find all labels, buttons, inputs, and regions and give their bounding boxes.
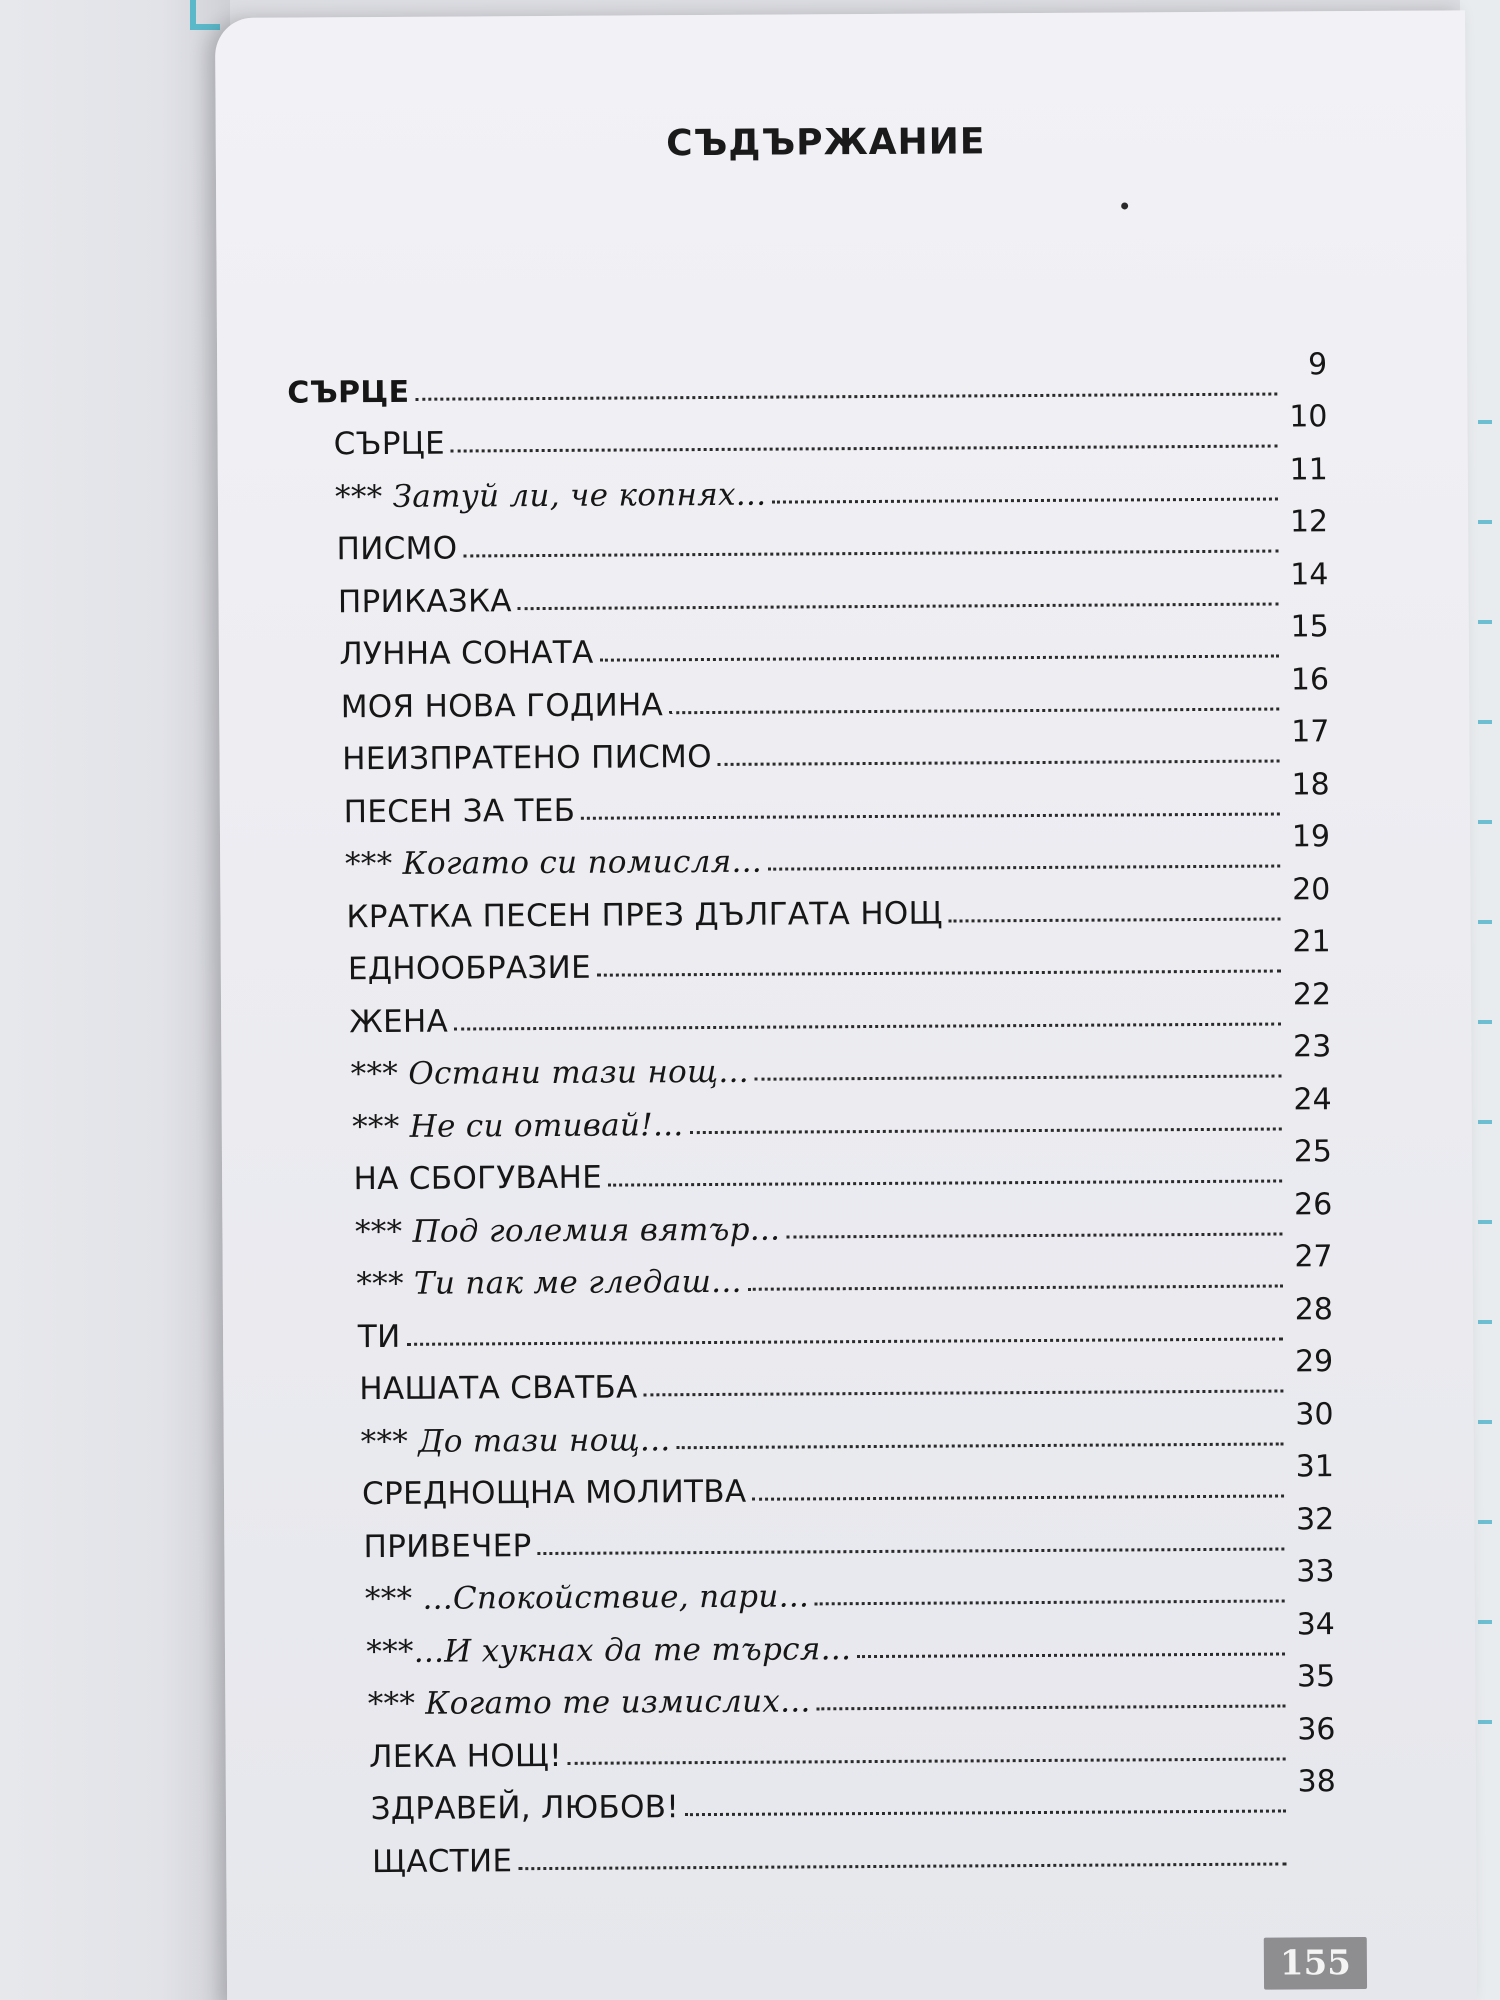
notebook-line bbox=[1478, 420, 1492, 424]
toc-entry bbox=[290, 871, 1331, 935]
toc-entry bbox=[288, 504, 1329, 568]
book-page bbox=[215, 10, 1477, 2000]
toc-entry bbox=[294, 1501, 1335, 1565]
toc-entry bbox=[293, 1291, 1334, 1355]
toc-entry-title: ЩАСТИЕ bbox=[371, 1842, 513, 1880]
toc-entry bbox=[291, 1029, 1332, 1093]
toc-entry-title: *** Затуй ли, че копнях... bbox=[335, 476, 767, 515]
toc-entry-page: 22 bbox=[1292, 976, 1332, 1012]
toc-entry bbox=[292, 1081, 1332, 1145]
toc-entry-page: 34 bbox=[1296, 1606, 1335, 1642]
dot-leader bbox=[538, 1547, 1285, 1555]
toc-entry-title: КРАТКА ПЕСЕН ПРЕЗ ДЪЛГАТА НОЩ bbox=[346, 895, 943, 935]
notebook-line bbox=[1478, 1720, 1492, 1724]
notebook-line bbox=[1478, 1020, 1492, 1024]
toc-entry-page: 26 bbox=[1293, 1186, 1333, 1222]
toc-entry-title: *** Когато си помисля... bbox=[344, 843, 763, 883]
dot-leader bbox=[857, 1652, 1285, 1658]
dot-leader bbox=[669, 707, 1279, 714]
toc-entry-page: 30 bbox=[1295, 1396, 1334, 1432]
toc-entry-title: *** Когато те измислих... bbox=[367, 1683, 811, 1723]
toc-entry-page: 12 bbox=[1289, 504, 1329, 540]
dot-leader bbox=[748, 1285, 1283, 1291]
ink-speck bbox=[1121, 202, 1128, 209]
dot-leader bbox=[644, 1389, 1284, 1396]
toc-entry bbox=[290, 766, 1330, 830]
toc-entry-title: СЪРЦЕ bbox=[287, 374, 410, 411]
toc-entry-page: 14 bbox=[1290, 556, 1329, 592]
toc-entry bbox=[293, 1396, 1334, 1460]
toc-entry-page: 24 bbox=[1293, 1081, 1332, 1117]
notebook-line bbox=[1478, 720, 1492, 724]
toc-entry-page: 29 bbox=[1294, 1344, 1334, 1380]
toc-entry bbox=[289, 609, 1329, 673]
toc-entry-page: 27 bbox=[1294, 1239, 1333, 1275]
dot-leader bbox=[581, 812, 1280, 819]
notebook-line bbox=[1478, 920, 1492, 924]
notebook-line bbox=[1478, 1120, 1492, 1124]
toc-entry bbox=[293, 1239, 1333, 1303]
toc-entry-page: 19 bbox=[1291, 819, 1331, 855]
toc-entry-title: ПРИВЕЧЕР bbox=[363, 1527, 532, 1565]
toc-entry bbox=[291, 976, 1332, 1040]
notebook-line bbox=[1478, 1420, 1492, 1424]
dot-leader bbox=[772, 497, 1278, 503]
toc-entry-page: 21 bbox=[1292, 924, 1331, 960]
toc-entry-title: *** ...Спокойствие, пари... bbox=[364, 1578, 810, 1618]
toc-entry bbox=[289, 714, 1330, 778]
book-cover-left bbox=[0, 0, 230, 2000]
toc-entry-title: НА СБОГУВАНЕ bbox=[353, 1159, 603, 1198]
dot-leader bbox=[518, 602, 1279, 610]
toc-entry-title: ЖЕНА bbox=[349, 1003, 449, 1040]
toc-entry-title: НЕИЗПРАТЕНО ПИСМО bbox=[342, 738, 712, 778]
notebook-line bbox=[1478, 1220, 1492, 1224]
toc-entry-title: ТИ bbox=[357, 1318, 401, 1355]
toc-entry-title: *** Под големия вятър... bbox=[354, 1211, 781, 1250]
toc-entry-page: 9 bbox=[1307, 346, 1328, 382]
toc-entry bbox=[293, 1344, 1334, 1408]
toc-entry-title: *** До тази нощ... bbox=[360, 1421, 671, 1460]
toc-entry bbox=[289, 661, 1330, 725]
toc-entry-title: *** Ти пак ме гледаш... bbox=[356, 1263, 742, 1303]
toc-entry-title: ЕДНООБРАЗИЕ bbox=[347, 949, 592, 988]
toc-entry-page: 31 bbox=[1295, 1449, 1334, 1485]
toc-entry-page: 36 bbox=[1297, 1711, 1336, 1747]
toc-entry-title: ***...И хукнах да те търся... bbox=[366, 1630, 852, 1670]
dot-leader bbox=[815, 1599, 1285, 1605]
page-title: СЪДЪРЖАНИЕ bbox=[665, 121, 986, 165]
dot-leader bbox=[608, 1180, 1282, 1187]
toc-entry-page: 35 bbox=[1296, 1659, 1336, 1695]
toc-entry-title: ЛЕКА НОЩ! bbox=[369, 1737, 563, 1775]
dot-leader bbox=[752, 1494, 1284, 1500]
notebook-line bbox=[1478, 1520, 1492, 1524]
notebook-line bbox=[1478, 520, 1492, 524]
toc-entry bbox=[292, 1186, 1333, 1250]
dot-leader bbox=[786, 1232, 1282, 1238]
dot-leader bbox=[600, 655, 1279, 662]
toc-entry-page: 10 bbox=[1289, 399, 1328, 435]
dot-leader bbox=[755, 1075, 1282, 1081]
dot-leader bbox=[597, 970, 1281, 977]
notebook-line bbox=[1478, 620, 1492, 624]
dot-leader bbox=[415, 392, 1277, 400]
toc-entry-title: ПИСМО bbox=[336, 530, 458, 568]
dot-leader bbox=[768, 865, 1280, 871]
toc-entry-title: ЗДРАВЕЙ, ЛЮБОВ! bbox=[370, 1789, 680, 1828]
toc-entry-title: *** Остани тази нощ... bbox=[350, 1053, 749, 1093]
dot-leader bbox=[451, 445, 1278, 453]
toc-entry-page: 25 bbox=[1293, 1134, 1333, 1170]
toc-entry-page: 11 bbox=[1289, 451, 1328, 487]
toc-entry bbox=[296, 1821, 1336, 1880]
notebook-line bbox=[1478, 1320, 1492, 1324]
dot-leader bbox=[568, 1757, 1286, 1764]
toc-entry bbox=[295, 1711, 1336, 1775]
toc-entry-page: 23 bbox=[1293, 1029, 1332, 1065]
toc-entry-page: 38 bbox=[1297, 1764, 1336, 1800]
toc-entry bbox=[295, 1606, 1335, 1670]
dot-leader bbox=[518, 1862, 1286, 1870]
toc-entry-title: СРЕДНОЩНА МОЛИТВА bbox=[362, 1473, 747, 1513]
toc-entry-title: ПЕСЕН ЗА ТЕБ bbox=[343, 792, 576, 830]
notebook-line bbox=[1478, 1620, 1492, 1624]
toc-entry-title: ПРИКАЗКА bbox=[337, 582, 512, 620]
toc-entry bbox=[288, 556, 1329, 620]
dot-leader bbox=[407, 1337, 1283, 1345]
table-of-contents bbox=[287, 346, 1336, 1880]
toc-entry bbox=[294, 1554, 1335, 1618]
toc-entry-page: 33 bbox=[1296, 1554, 1335, 1590]
toc-entry-title: МОЯ НОВА ГОДИНА bbox=[340, 686, 664, 725]
toc-entry-title: *** Не си отивай!... bbox=[352, 1106, 684, 1145]
dot-leader bbox=[676, 1442, 1283, 1449]
toc-entry-title: ЛУННА СОНАТА bbox=[339, 634, 594, 673]
toc-entry-page: 28 bbox=[1294, 1291, 1334, 1327]
dot-leader bbox=[463, 550, 1278, 558]
toc-entry bbox=[296, 1764, 1336, 1828]
toc-entry-page: 32 bbox=[1295, 1501, 1335, 1537]
cover-stripe bbox=[190, 0, 220, 30]
toc-entry-page: 16 bbox=[1290, 661, 1330, 697]
notebook-line bbox=[1478, 820, 1492, 824]
dot-leader bbox=[685, 1809, 1286, 1816]
dot-leader bbox=[690, 1127, 1282, 1134]
dot-leader bbox=[718, 760, 1280, 766]
toc-entry bbox=[291, 924, 1331, 988]
toc-section bbox=[287, 346, 1328, 411]
toc-entry bbox=[295, 1659, 1336, 1723]
toc-entry bbox=[292, 1134, 1333, 1198]
toc-entry-title: НАШАТА СВАТБА bbox=[359, 1369, 638, 1408]
toc-entry-page: 20 bbox=[1292, 871, 1331, 907]
toc-entry bbox=[290, 819, 1331, 883]
toc-entry-page: 18 bbox=[1291, 766, 1330, 802]
toc-entry bbox=[287, 399, 1328, 463]
page-number: 155 bbox=[1264, 1937, 1367, 1990]
dot-leader bbox=[817, 1704, 1286, 1710]
dot-leader bbox=[454, 1022, 1281, 1030]
toc-entry bbox=[288, 451, 1328, 515]
dot-leader bbox=[949, 917, 1281, 922]
toc-entry-page: 15 bbox=[1290, 609, 1329, 645]
toc-entry-title: СЪРЦЕ bbox=[333, 425, 446, 463]
toc-entry-page: 17 bbox=[1291, 714, 1330, 750]
toc-entry bbox=[294, 1449, 1334, 1513]
